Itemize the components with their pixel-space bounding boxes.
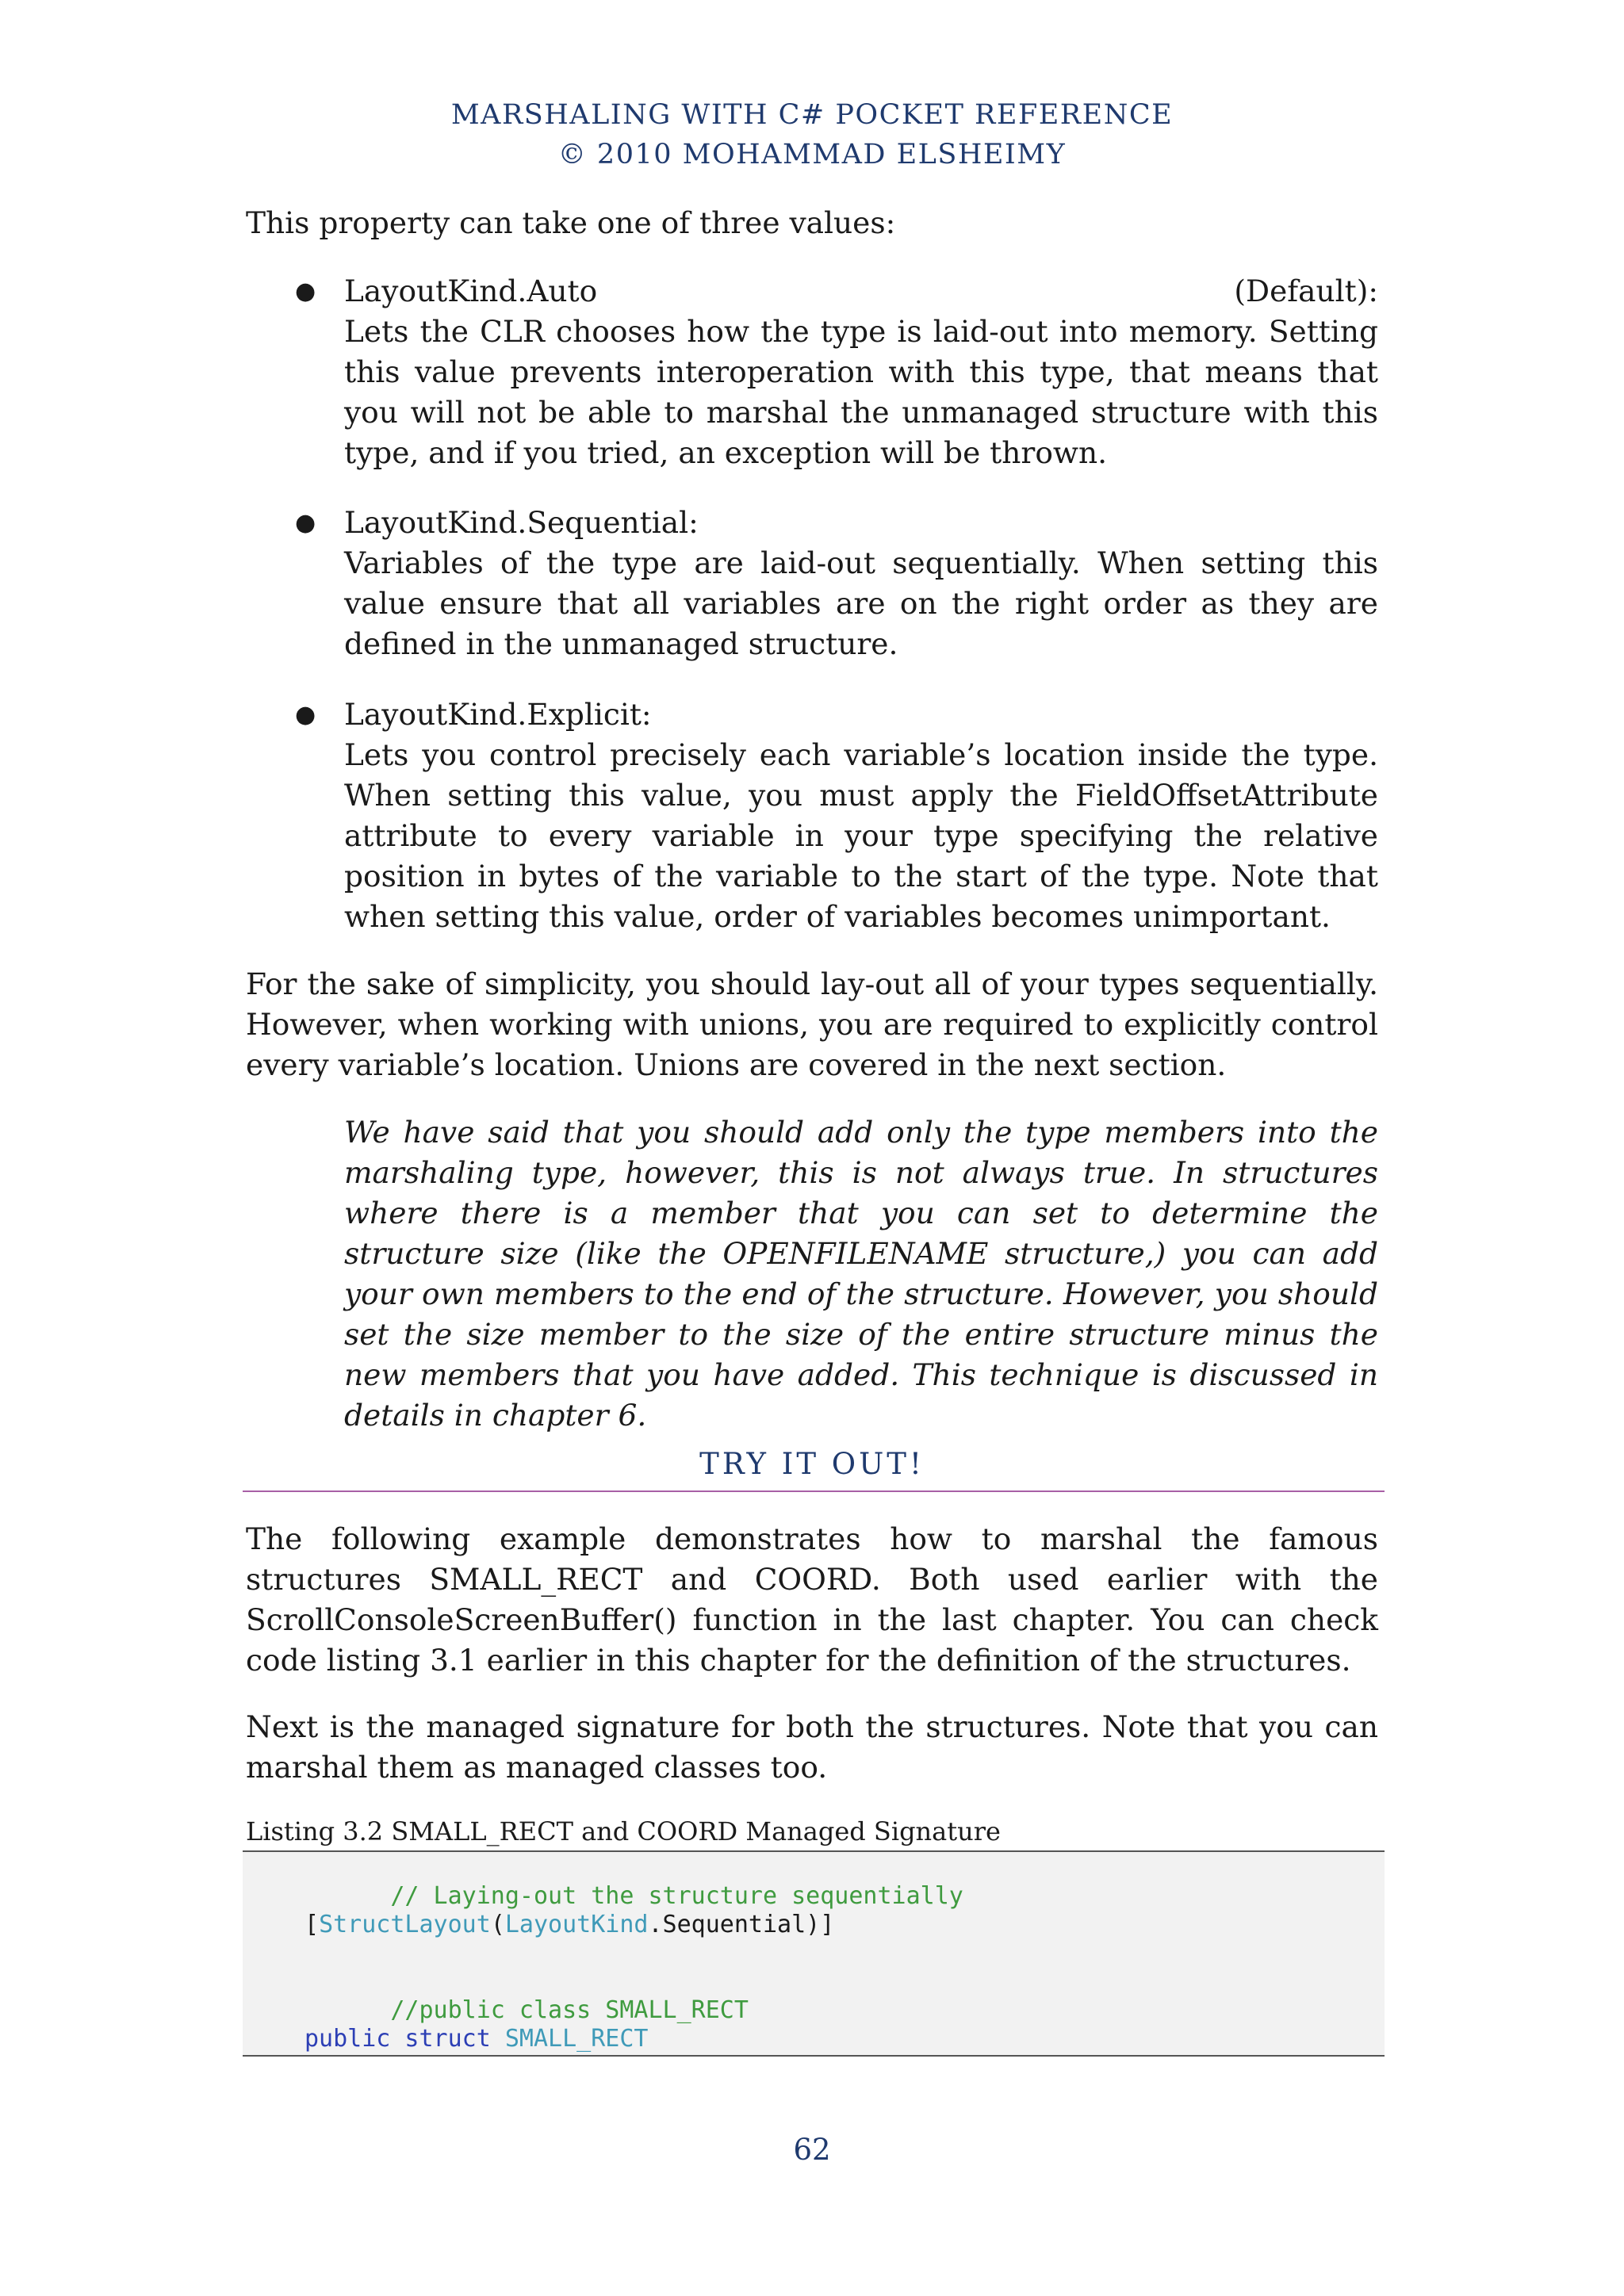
code-enum-member: .Sequential)]	[648, 1911, 835, 1938]
bullet-dot-icon: ●	[295, 701, 316, 729]
page-number: 62	[793, 2133, 831, 2167]
bullet-item-sequential	[295, 503, 1378, 664]
code-enum: LayoutKind	[504, 1911, 649, 1938]
code-listing	[243, 1850, 1385, 2057]
bullet-dot-icon: ●	[295, 277, 316, 305]
section-title: TRY IT OUT!	[699, 1447, 925, 1481]
code-attribute: StructLayout	[319, 1911, 491, 1938]
code-type-name: SMALL_RECT	[504, 2025, 649, 2053]
code-paren: (	[490, 1911, 505, 1938]
listing-caption: Listing 3.2 SMALL_RECT and COORD Managed Signature	[246, 1816, 1001, 1846]
bullet-item-auto	[295, 271, 1378, 473]
running-header	[0, 95, 1624, 174]
bullet-title-suffix: (Default):	[1234, 274, 1378, 308]
code-comment: //public class SMALL_RECT	[390, 1996, 749, 2024]
section-divider	[243, 1490, 1385, 1492]
bullet-title: LayoutKind.Sequential:	[344, 505, 699, 540]
signature-paragraph: Next is the managed signature for both the structures. Note that you can marshal them as managed classes too.	[246, 1709, 1378, 1785]
intro-paragraph: This property can take one of three values:	[246, 205, 896, 240]
code-line-2	[304, 1911, 834, 1939]
note-paragraph: We have said that you should add only the type members into the marshaling type, however, this is not always true. In structures where there is a member that you can set to determine the structure size (like the OPENFILENAME structure,) you can add your own members to the end of the structure. However, you should set the size member to the size of the entire structure minus the new members that you have added. This technique is discussed in details in chapter 6.	[344, 1115, 1378, 1433]
bullet-title: LayoutKind.Explicit:	[344, 697, 652, 732]
bullet-item-explicit	[295, 695, 1378, 937]
bullet-title: LayoutKind.Auto	[344, 274, 598, 308]
bullet-description: Lets the CLR chooses how the type is laid-out into memory. Setting this value prevents interoperation with this type, that means that you will not be able to marshal the unmanaged structure with this type, and if you tried, an exception will be thrown.	[344, 314, 1378, 470]
bullet-description: Variables of the type are laid-out sequentially. When setting this value ensure that all variables are on the right order as they are defined in the unmanaged structure.	[344, 545, 1378, 661]
example-paragraph: The following example demonstrates how to marshal the famous structures SMALL_RECT and COORD. Both used earlier with the ScrollConsoleScreenBuffer() function in the last chapter. You can check code listing 3.1 earlier in this chapter for the definition of the structures.	[246, 1521, 1378, 1678]
code-line-4	[304, 2025, 649, 2053]
simplicity-paragraph: For the sake of simplicity, you should lay-out all of your types sequentially. However, when working with unions, you are required to explicitly control every variable’s location. Unions are covered in the next section.	[246, 966, 1378, 1082]
header-copyright: © 2010 MOHAMMAD ELSHEIMY	[557, 139, 1067, 170]
bullet-description: Lets you control precisely each variable’s location inside the type. When setting this value, you must apply the FieldOffsetAttribute attribute to every variable in your type specifying the relative position in bytes of the variable to the start of the type. Note that when setting this value, order of variables becomes unimportant.	[344, 737, 1378, 934]
code-bracket: [	[304, 1911, 320, 1938]
bullet-dot-icon: ●	[295, 509, 316, 537]
code-comment: // Laying-out the structure sequentially	[390, 1882, 963, 1910]
header-title: MARSHALING WITH C# POCKET REFERENCE	[450, 99, 1174, 131]
code-keywords: public struct	[304, 2025, 505, 2053]
